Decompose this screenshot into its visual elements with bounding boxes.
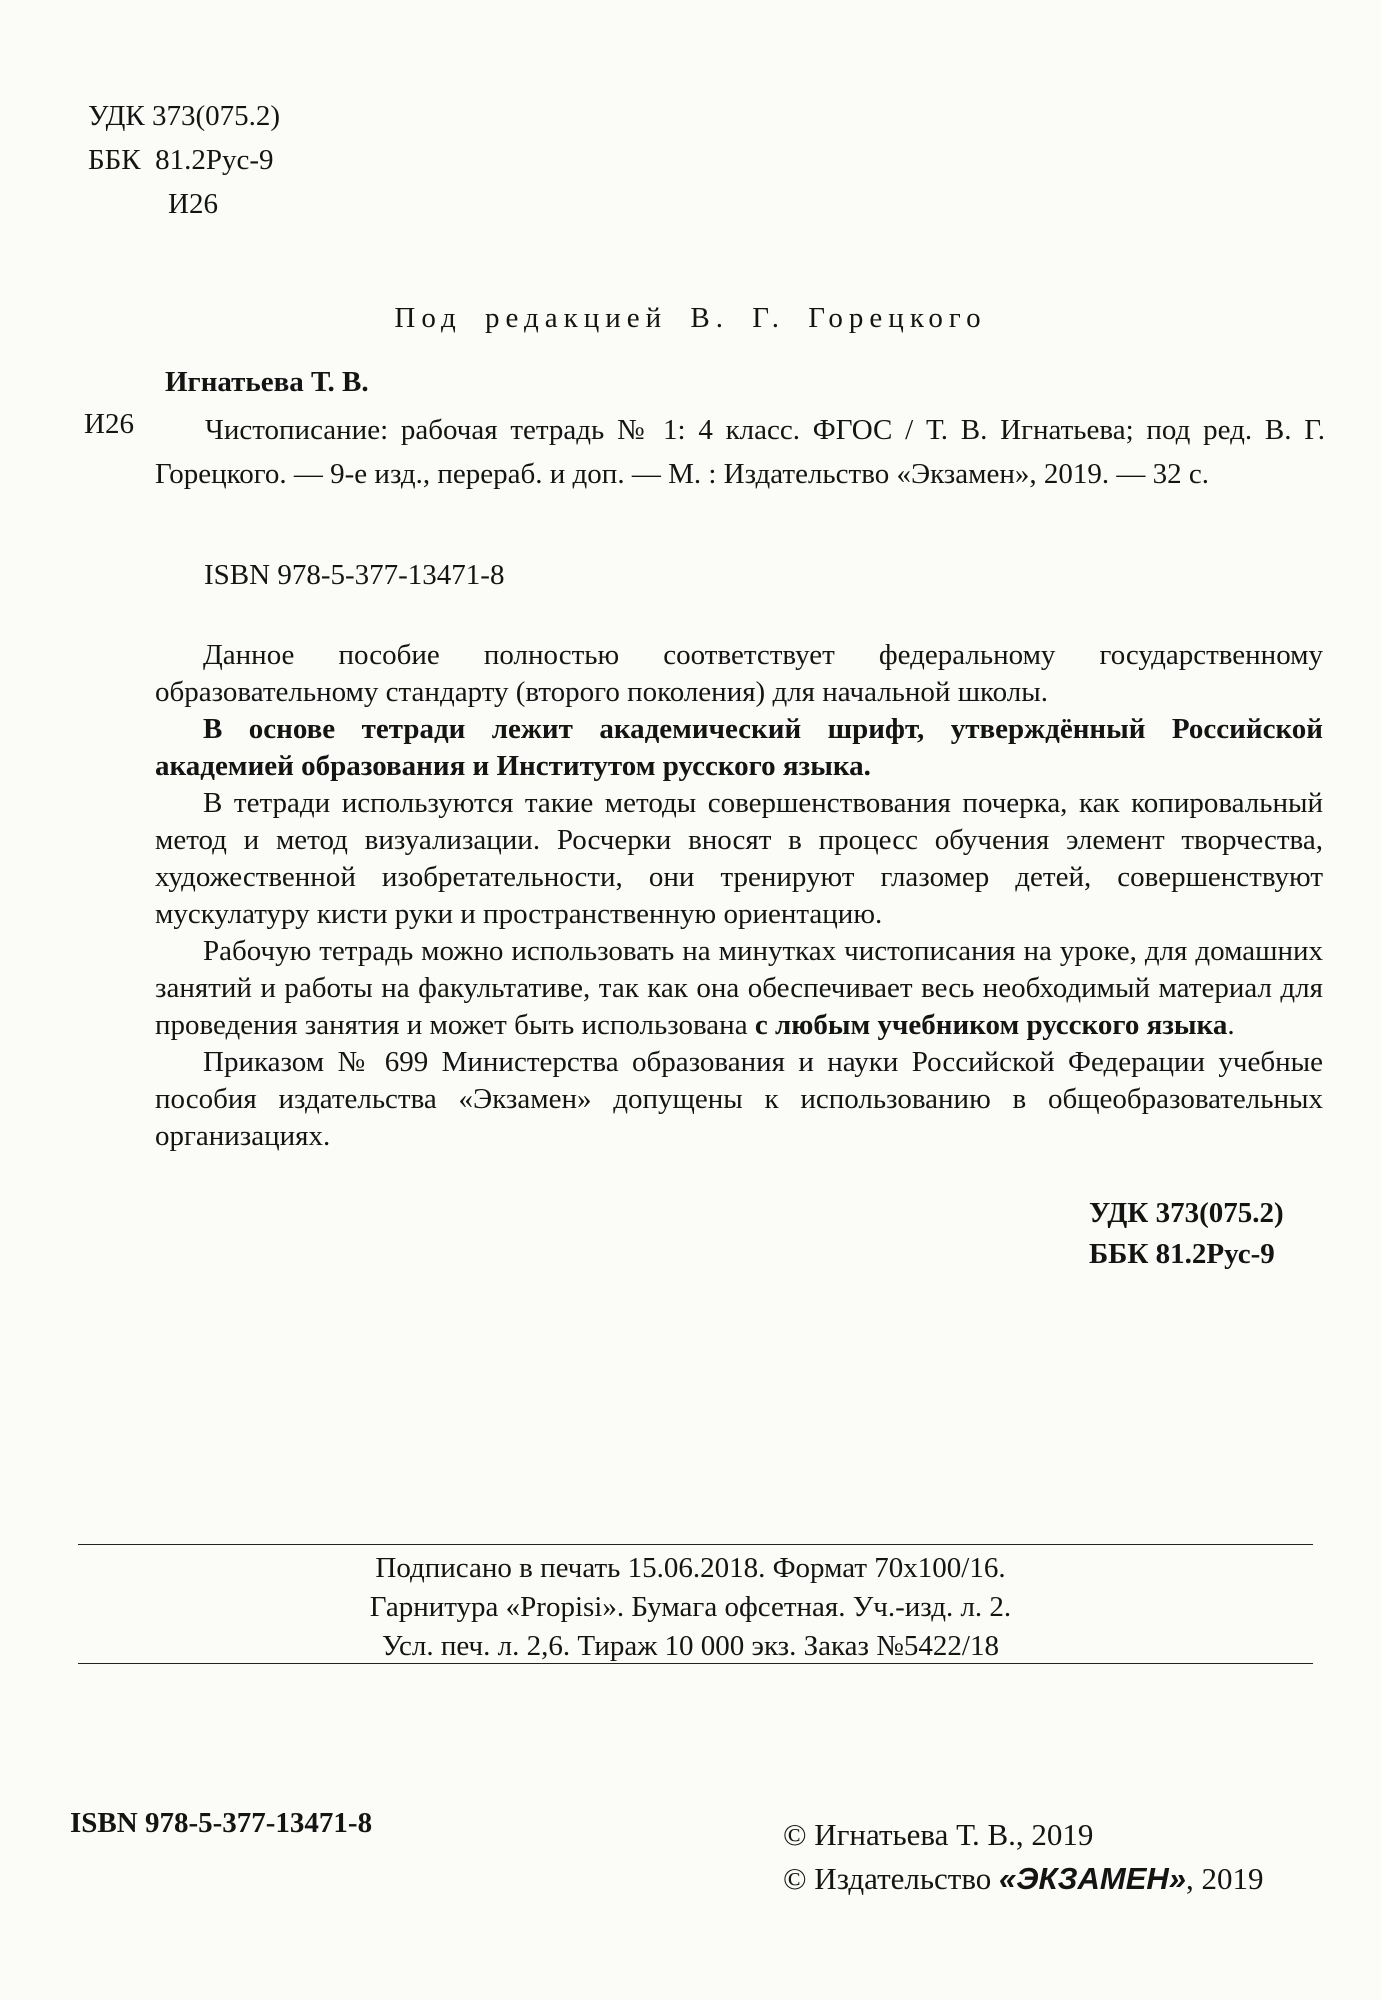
copyright-publisher-prefix: © Издательство [783, 1861, 1000, 1896]
annotation-paragraph [155, 933, 1323, 1044]
print-info-line: Гарнитура «Propisi». Бумага офсетная. Уч.-изд. л. 2. [369, 1591, 1012, 1623]
udk-code: УДК 373(075.2) [88, 100, 281, 132]
annotation-paragraph: В тетради используются такие методы совершенствования почерка, как копировальный метод и метод визуализации. Росчерки вносят в процесс обучения элемент творчества, художественной изобретательности, они тренируют глазомер детей, совершенствуют мускулатуру кисти руки и пространственную ориентацию. [155, 787, 1323, 930]
divider-top [78, 1544, 1313, 1545]
annotation-bold-text: В основе тетради лежит академический шрифт, утверждённый Российской академией образования и Институтом русского языка. [155, 713, 1323, 782]
bbk-code-bottom: ББК 81.2Рус-9 [1089, 1238, 1275, 1270]
annotation-text: . [1227, 1009, 1235, 1041]
bib-author-mark: И26 [84, 408, 134, 440]
copyright-publisher [783, 1857, 1264, 1901]
annotation-paragraph-bold [155, 711, 1323, 785]
udk-code-bottom: УДК 373(075.2) [1089, 1197, 1284, 1229]
annotation-text: Рабочую тетрадь можно использовать на минутках чистописания на уроке, для домашних занятий и работы на факультативе, так как она обеспечивает весь необходимый материал для проведения занятия и может быть использована [155, 935, 1323, 1041]
annotation-paragraph: Приказом № 699 Министерства образования и науки Российской Федерации учебные пособия издательства «Экзамен» допущены к использованию в общеобразовательных организациях. [155, 1046, 1323, 1152]
bib-description: Чистописание: рабочая тетрадь № 1: 4 класс. ФГОС / Т. В. Игнатьева; под ред. В. Г. Горецкого. — 9-е изд., перераб. и доп. — М. : Издательство «Экзамен», 2019. — 32 с. [155, 414, 1325, 490]
editor-line: Под редакцией В. Г. Горецкого [394, 302, 987, 334]
print-info [0, 1549, 1381, 1666]
footer-isbn: ISBN 978-5-377-13471-8 [70, 1807, 373, 1839]
annotation-bold-text: с любым учебником русского языка [754, 1009, 1228, 1041]
author-mark: И26 [168, 188, 218, 220]
print-info-line: Подписано в печать 15.06.2018. Формат 70х100/16. [375, 1552, 1006, 1584]
annotation [155, 637, 1323, 1155]
copyright-publisher-suffix: , 2019 [1186, 1861, 1264, 1896]
annotation-paragraph: Данное пособие полностью соответствует федеральному государственному образовательному стандарту (второго поколения) для начальной школы. [155, 639, 1323, 708]
bbk-code: ББК 81.2Рус-9 [88, 144, 274, 176]
classification-block-top [88, 94, 280, 226]
publisher-brand: «ЭКЗАМЕН» [999, 1861, 1187, 1896]
copyright-author: © Игнатьева Т. В., 2019 [783, 1817, 1094, 1852]
divider-bottom [78, 1663, 1313, 1664]
bib-isbn: ISBN 978-5-377-13471-8 [204, 559, 505, 591]
bib-author: Игнатьева Т. В. [165, 366, 369, 398]
copyright-block [783, 1813, 1264, 1901]
classification-block-bottom [1089, 1193, 1284, 1275]
print-info-line: Усл. печ. л. 2,6. Тираж 10 000 экз. Заказ №5422/18 [381, 1630, 999, 1662]
